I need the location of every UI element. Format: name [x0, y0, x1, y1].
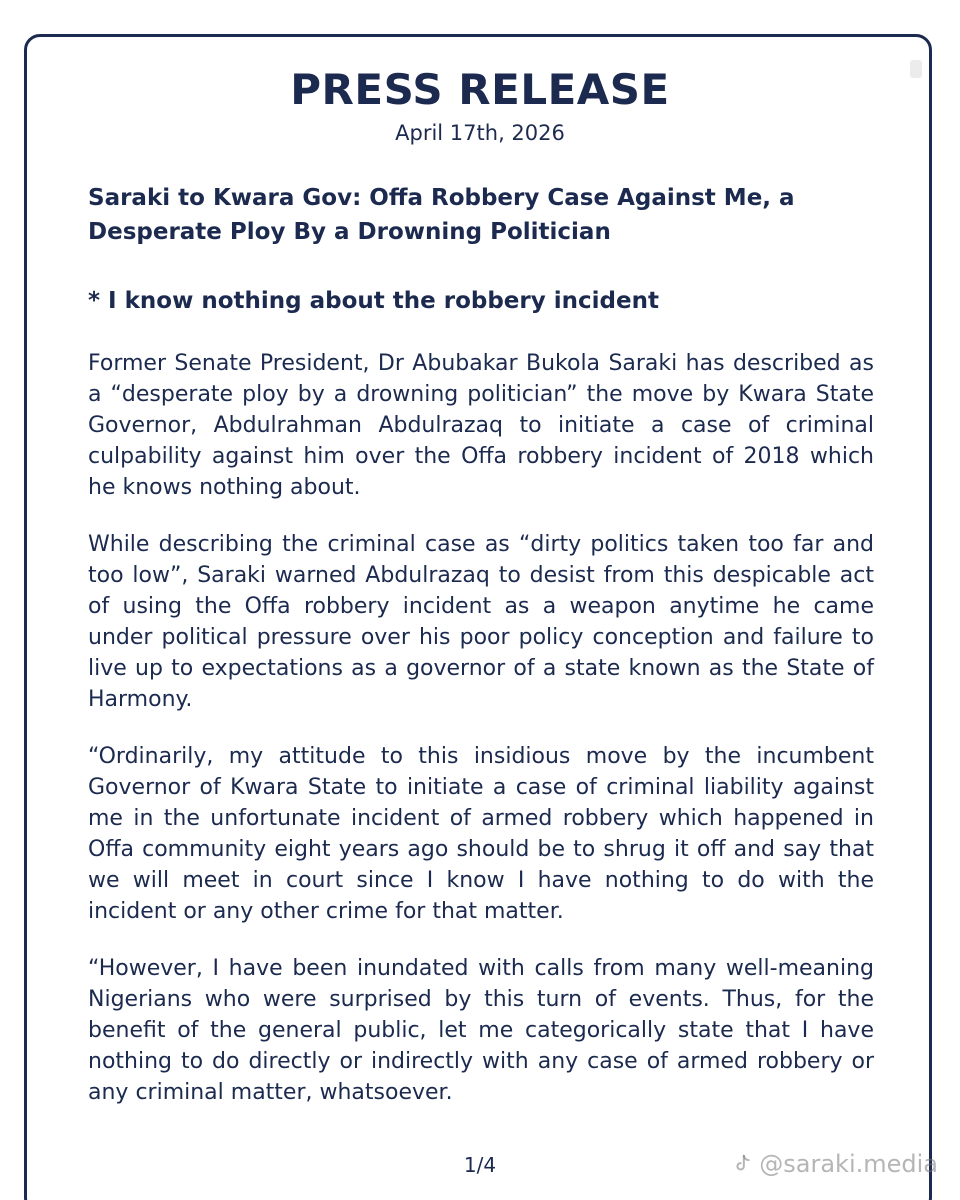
page-title: PRESS RELEASE: [290, 65, 670, 114]
page-indicator: 1/4: [463, 1153, 497, 1177]
release-date: April 17th, 2026: [395, 121, 565, 145]
subheadline: * I know nothing about the robbery incident: [88, 288, 659, 314]
paragraph: “Ordinarily, my attitude to this insidious move by the incumbent Governor of Kwara State to initiate a case of criminal liability against me in the unfortunate incident of armed robbery which happened in Offa community eight years ago should be to shrug it off and say that we will meet in court since I know I have nothing to do with the incident or any other crime for that matter.: [88, 744, 874, 924]
watermark: [731, 1150, 938, 1178]
body-text: [88, 348, 874, 1134]
tiktok-icon: [731, 1153, 753, 1175]
paragraph: Former Senate President, Dr Abubakar Bukola Saraki has described as a “desperate ploy by a drowning politician” the move by Kwara State Governor, Abdulrahman Abdulrazaq to initiate a case of criminal culpability against him over the Offa robbery incident of 2018 which he knows nothing about.: [88, 351, 874, 500]
paragraph: While describing the criminal case as “dirty politics taken too far and too low”, Saraki warned Abdulrazaq to desist from this despicable act of using the Offa robbery incident as a weapon anytime he came under political pressure over his poor policy conception and failure to live up to expectations as a governor of a state known as the State of Harmony.: [88, 532, 874, 712]
headline: Saraki to Kwara Gov: Offa Robbery Case Against Me, a Desperate Ploy By a Drowning Politician: [88, 185, 795, 245]
watermark-handle: @saraki.media: [759, 1150, 938, 1178]
paragraph: “However, I have been inundated with calls from many well-meaning Nigerians who were surprised by this turn of events. Thus, for the benefit of the general public, let me categorically state that I have nothing to do directly or indirectly with any case of armed robbery or any criminal matter, whatsoever.: [88, 956, 874, 1105]
